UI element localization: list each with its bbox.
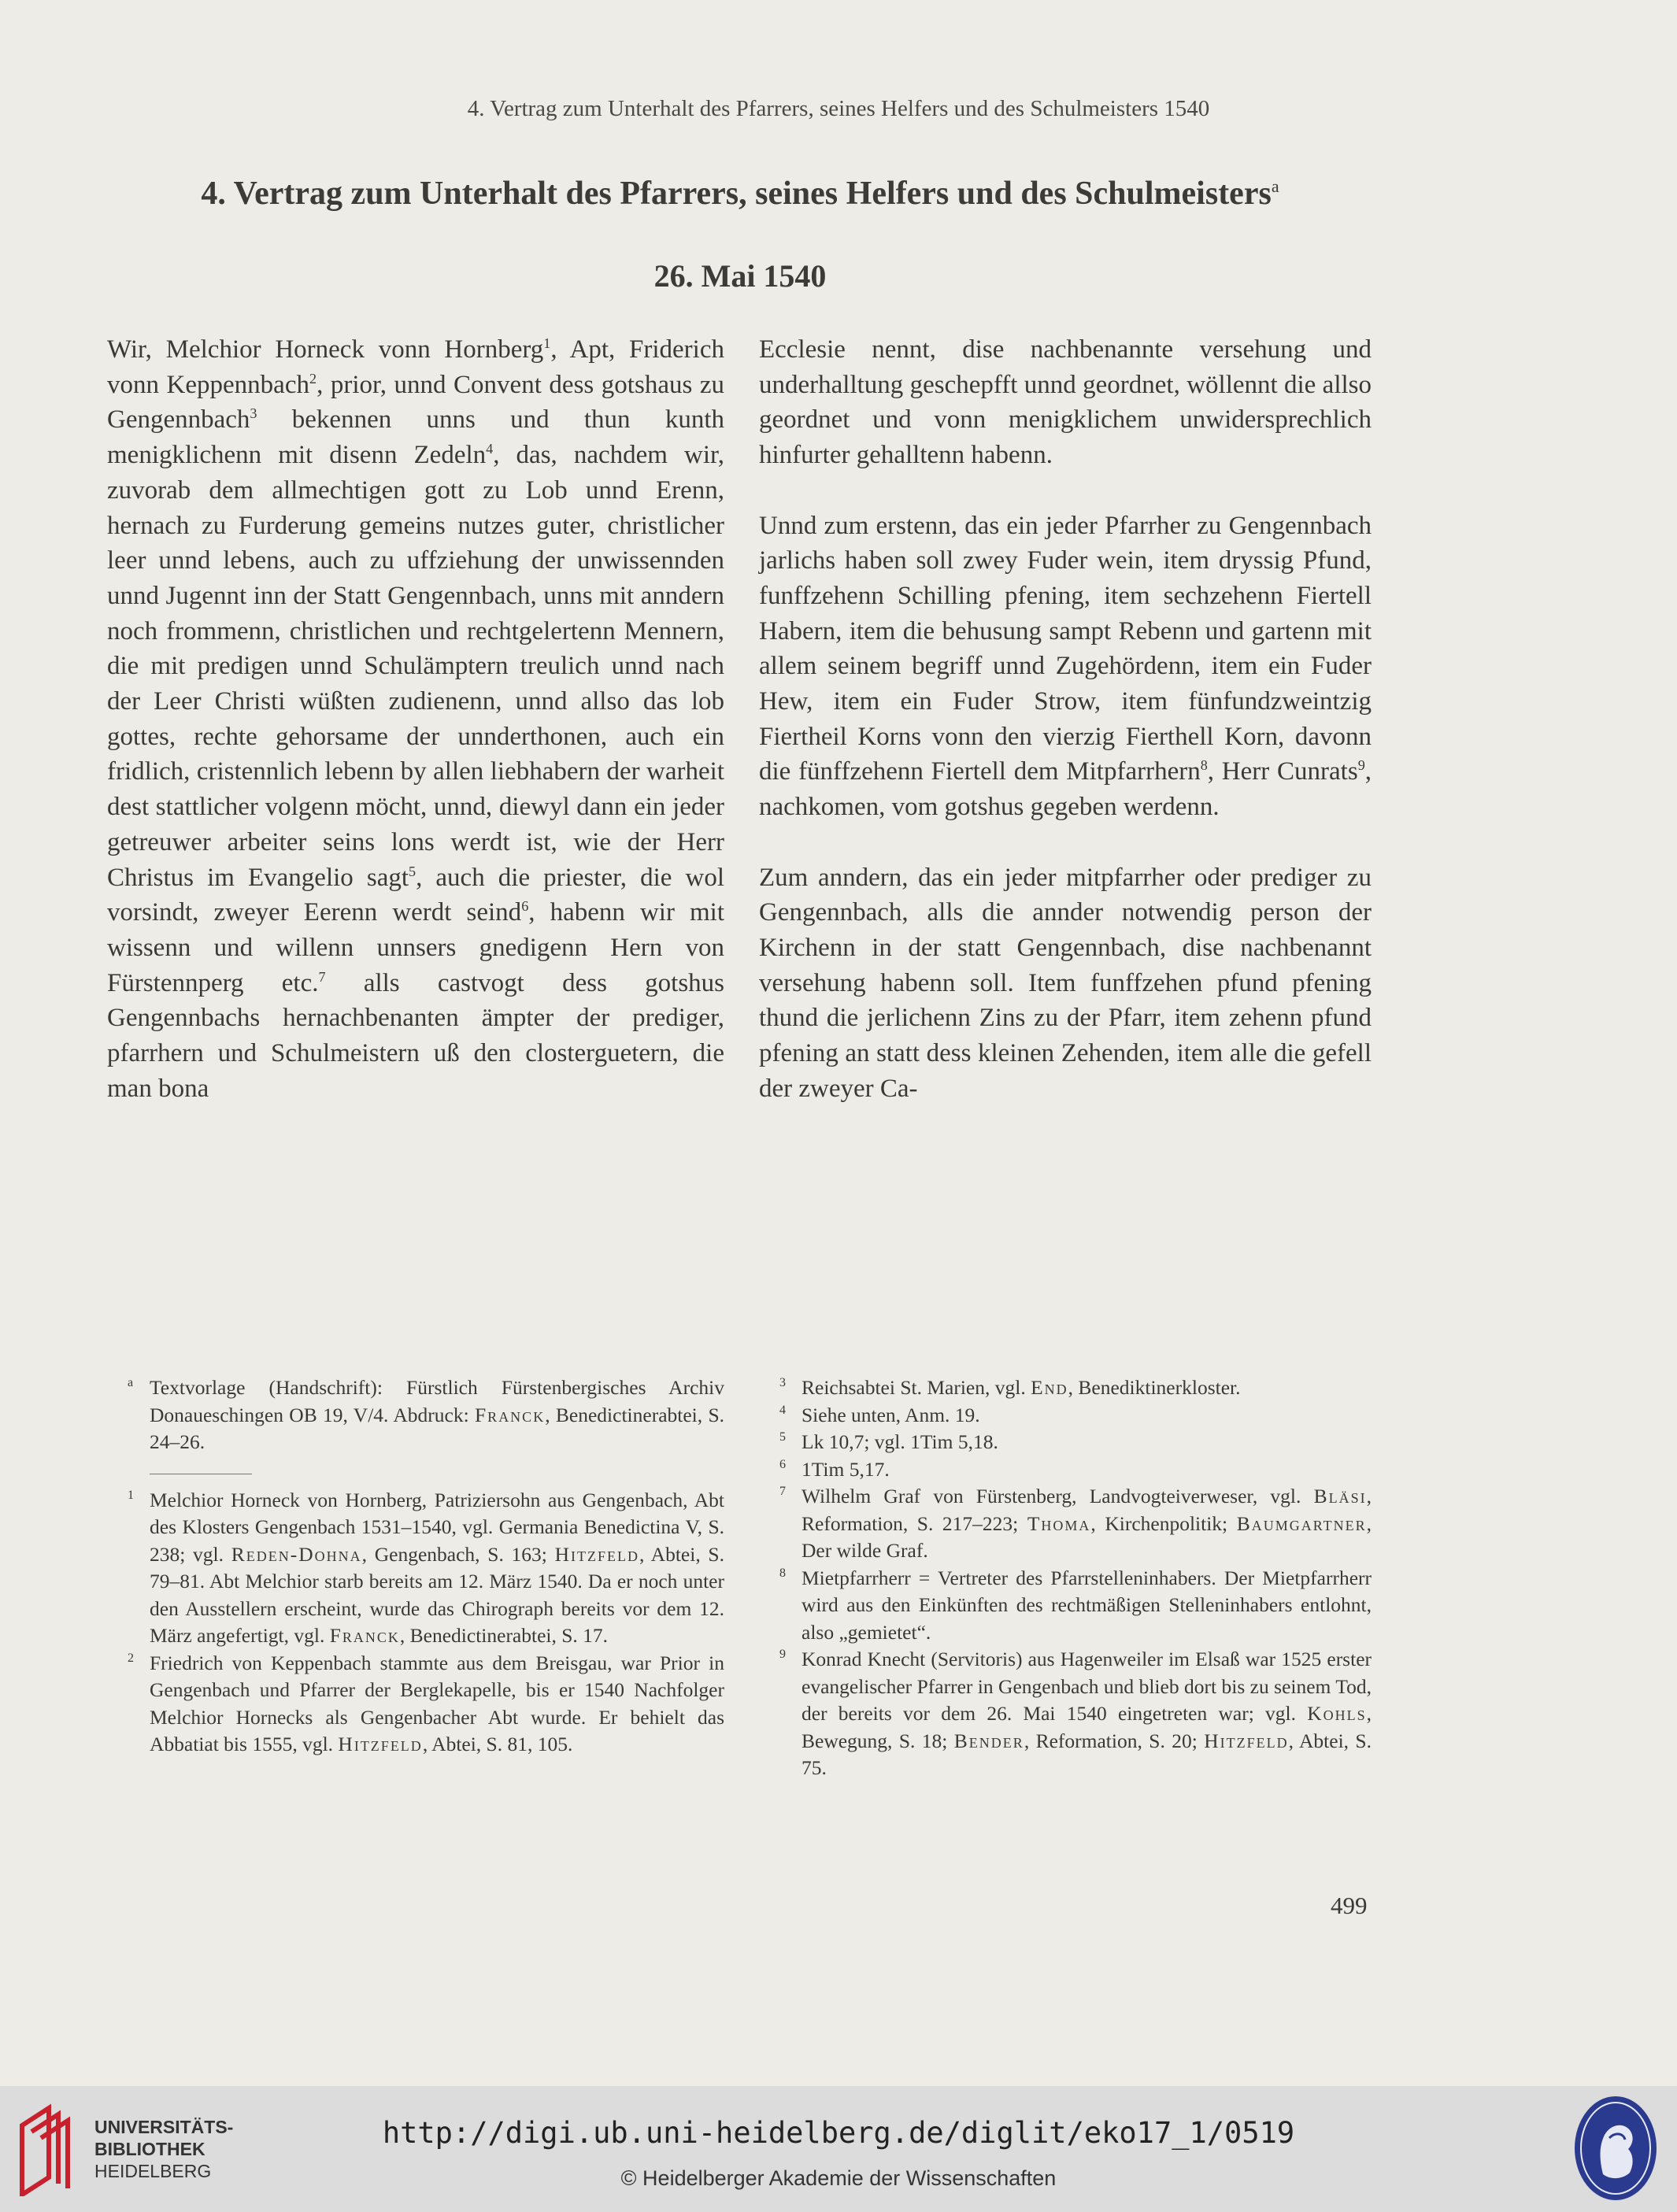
text-segment: bekennen unns und thun kunth menigklichenn mit disenn Zedeln <box>107 405 724 470</box>
footnote-ref[interactable]: 7 <box>318 968 326 985</box>
permalink-url[interactable]: http://digi.ub.uni-heidelberg.de/diglit/eko17_1/0519 <box>382 2116 1295 2150</box>
footnote-ref[interactable]: 6 <box>521 898 529 915</box>
author-name: Baumgartner <box>1236 1511 1367 1535</box>
footnote <box>759 1374 1372 1402</box>
footnote-mark: 1 <box>128 1488 134 1502</box>
text-column-left <box>107 332 724 1141</box>
text-segment: , Abtei, S. 75. <box>801 1729 1372 1779</box>
document-date: 26. Mai 1540 <box>653 258 827 294</box>
footnotes-left <box>107 1374 724 1759</box>
text-segment: Wir, Melchior Horneck vonn Hornberg <box>107 335 544 364</box>
footnote-mark: a <box>128 1376 134 1389</box>
footnote <box>107 1650 724 1759</box>
author-name: Thoma <box>1027 1511 1091 1535</box>
text-segment: Mietpfarrherr = Vertreter des Pfarrstelleninhabers. Der Mietpfarrherr wird aus den Einkünften des rechtmäßigen Stelleninhabers entlohnt, also „gemietet“. <box>801 1566 1372 1644</box>
text-segment: 1Tim 5,17. <box>801 1457 890 1481</box>
text-segment: Wilhelm Graf von Fürstenberg, Landvogteiverweser, vgl. <box>801 1485 1314 1507</box>
library-name-line: BIBLIOTHEK <box>94 2139 205 2159</box>
paragraph: Zum anndern, das ein jeder mitpfarrher oder prediger zu Gengennbach, alls die annder notwendig person der Kirchenn in der statt Gengennbach, dise nachbenannt versehung habenn soll. Item funffzehen pfund pfening thund die jerlichenn Zins zu der Pfarr, item zehenn pfund pfening an statt dess kleinen Zehenden, item alle die gefell der zweyer Ca- <box>759 863 1372 1103</box>
text-segment: , auch die priester, die wol vorsindt, zweyer Eerenn werdt seind <box>107 863 724 927</box>
text-segment: Melchior Horneck von Hornberg, Patriziersohn aus Gengenbach, Abt des Klosters Gengenbach 1531–1540, vgl. Germania Benedictina V, S. 238; vgl. <box>150 1488 724 1566</box>
text-segment: , Reformation, S. 20; <box>1024 1729 1205 1752</box>
author-name: Hitzfeld <box>1204 1729 1289 1752</box>
author-name: Bender <box>953 1729 1024 1752</box>
text-segment: , nachkomen, vom gotshus gegeben werdenn. <box>759 757 1372 822</box>
footnote-mark: 9 <box>779 1648 786 1661</box>
footnotes-right <box>759 1374 1372 1782</box>
footnote <box>759 1483 1372 1565</box>
footnote-mark: 4 <box>779 1403 786 1417</box>
footnote-mark: 6 <box>779 1457 786 1471</box>
author-name: Kohls <box>1307 1702 1367 1725</box>
text-segment: , habenn wir mit wissenn und willenn unnsers gnedigenn Hern von Fürstennperg etc. <box>107 898 724 997</box>
text-segment: , Apt, Friderich vonn Keppennbach <box>107 335 724 399</box>
text-segment: Unnd zum erstenn, das ein jeder Pfarrher zu Gengennbach jarlichs haben soll zwey Fuder wein, item dryssig Pfund, funffzehenn Schilling pfening, item sechzehenn Fiertell Habern, item die behusung sampt Rebenn und gartenn mit allem seinem begriff unnd Zugehördenn, item ein Fuder Hew, item ein Fuder Strow, item fünfundzweintzig Fiertheil Korns vonn den vierzig Fierthell Korn, davonn die fünffzehenn Fiertell dem Mitpfarrhern <box>759 511 1372 786</box>
text-segment: , Benedictinerabtei, S. 17. <box>399 1624 609 1647</box>
paragraph: Ecclesie nennt, dise nachbenannte versehung und underhalltung geschepfft unnd geordnet, wöllennt die allso geordnet und vonn menigklichem unwidersprechlich hinfurter gehalltenn habenn. <box>759 335 1372 470</box>
footnote <box>759 1402 1372 1430</box>
footnote-ref[interactable]: 2 <box>309 370 317 387</box>
author-name: Hitzfeld <box>554 1542 639 1566</box>
text-segment: , Herr Cunrats <box>1207 757 1358 786</box>
footnote-ref[interactable]: 5 <box>409 863 416 879</box>
footnote-mark: 7 <box>779 1485 786 1498</box>
text-segment: , Kirchenpolitik; <box>1090 1511 1237 1535</box>
paragraph <box>759 509 1372 825</box>
author-name: Franck <box>475 1403 546 1426</box>
footnote-ref[interactable]: 3 <box>250 405 257 422</box>
author-name: Bläsi <box>1313 1485 1367 1507</box>
footnote-ref[interactable]: 1 <box>543 335 551 351</box>
footnote <box>759 1646 1372 1782</box>
text-column-right <box>759 332 1372 1141</box>
text-segment: Textvorlage (Handschrift): Fürstlich Fürstenbergisches Archiv Donaueschingen OB 19, V/4. Abdruck: <box>150 1376 724 1426</box>
author-name: End <box>1031 1376 1068 1399</box>
text-segment: , Benedictinerabtei, S. 24–26. <box>150 1403 725 1453</box>
title-text: 4. Vertrag zum Unterhalt des Pfarrers, seines Helfers und des Schulmeisters <box>201 176 1272 212</box>
text-segment: , Der wilde Graf. <box>801 1511 1372 1562</box>
text-segment: Reichsabtei St. Marien, vgl. <box>801 1376 1031 1399</box>
footnote <box>759 1565 1372 1647</box>
text-segment: , Abtei, S. 81, 105. <box>422 1733 573 1755</box>
author-name: Reden-Dohna <box>231 1542 362 1566</box>
footnote-ref[interactable]: 4 <box>486 441 494 457</box>
text-segment: Lk 10,7; vgl. 1Tim 5,18. <box>801 1430 998 1453</box>
document-title <box>0 175 1480 213</box>
footnote-ref[interactable]: 9 <box>1357 757 1365 774</box>
text-segment: , prior, unnd Convent dess gotshaus zu Gengennbach <box>107 370 725 435</box>
footnote <box>107 1487 724 1650</box>
footnote-mark: 3 <box>779 1376 786 1389</box>
text-segment: Konrad Knecht (Servitoris) aus Hagenweiler im Elsaß war 1525 erster evangelischer Pfarrer in Gengenbach und blieb dort bis zu seinem Tod, der bereits vor dem 26. Mai 1540 eingetreten war; vgl. <box>801 1648 1372 1725</box>
text-segment: , Reformation, S. 217–223; <box>801 1485 1372 1535</box>
paragraph <box>107 332 724 1106</box>
text-segment: , Abtei, S. 79–81. Abt Melchior starb bereits am 12. März 1540. Da er noch unter den Ausstellern erscheint, wurde das Chirograph bereits vor dem 12. März angefertigt, vgl. <box>150 1542 724 1647</box>
author-name: Hitzfeld <box>338 1733 423 1755</box>
viewer-footer <box>0 2086 1677 2212</box>
page-number: 499 <box>1331 1892 1368 1919</box>
footnote <box>759 1429 1372 1456</box>
text-segment: Siehe unten, Anm. 19. <box>801 1403 980 1426</box>
author-name: Franck <box>329 1624 400 1647</box>
text-segment: alls castvogt dess gotshus Gengennbachs hernachbenanten ämpter der prediger, pfarrhern und Schulmeistern uß den closterguetern, die man bona <box>107 968 724 1103</box>
text-segment: Friedrich von Keppenbach stammte aus dem Breisgau, war Prior in Gengenbach und Pfarrer der Berglekapelle, bis er 1540 Nachfolger Melchior Hornecks als Gengenbacher Abt wurde. Er behielt das Abbatiat bis 1555, vgl. <box>150 1651 724 1755</box>
academy-seal-icon[interactable] <box>1571 2092 1660 2204</box>
footnote <box>107 1374 724 1456</box>
copyright-notice: © Heidelberger Akademie der Wissenschaften <box>620 2166 1057 2190</box>
text-segment: , Gengenbach, S. 163; <box>361 1542 555 1566</box>
title-footnote-mark[interactable]: a <box>1271 176 1279 196</box>
footnote-mark: 5 <box>779 1430 786 1444</box>
footnote-mark: 2 <box>128 1651 134 1665</box>
library-name-line: HEIDELBERG <box>94 2161 212 2181</box>
library-name-line: UNIVERSITÄTS- <box>94 2117 234 2137</box>
running-head: 4. Vertrag zum Unterhalt des Pfarrers, seines Helfers und des Schulmeisters 1540 <box>467 96 1210 121</box>
footnote-ref[interactable]: 8 <box>1200 757 1208 774</box>
text-segment: , das, nachdem wir, zuvorab dem allmechtigen gott zu Lob unnd Erenn, hernach zu Furderung gemeins nutzes guter, christlicher leer unnd lebens, auch zu uffziehung der unwissennden unnd Jugennt inn der Statt Gengennbach, unns mit anndern noch frommenn, christlichen und rechtgelertenn Mennern, die mit predigen unnd Schulämptern treulich unnd nach der Leer Christi wüßten zudienenn, unnd allso das lob gottes, rechte gehorsame der unnderthonen, auch ein fridlich, cristennlich lebenn by allen liebhabern der warheit dest stattlicher volgenn möcht, unnd, diewyl dann ein jeder getreuwer arbeiter seins lons werdt ist, wie der Herr Christus im Evangelio sagt <box>107 441 724 892</box>
footnote-mark: 8 <box>779 1566 786 1580</box>
text-segment: , Bewegung, S. 18; <box>801 1702 1372 1752</box>
footnote <box>759 1456 1372 1484</box>
text-segment: , Benediktinerkloster. <box>1068 1376 1241 1399</box>
